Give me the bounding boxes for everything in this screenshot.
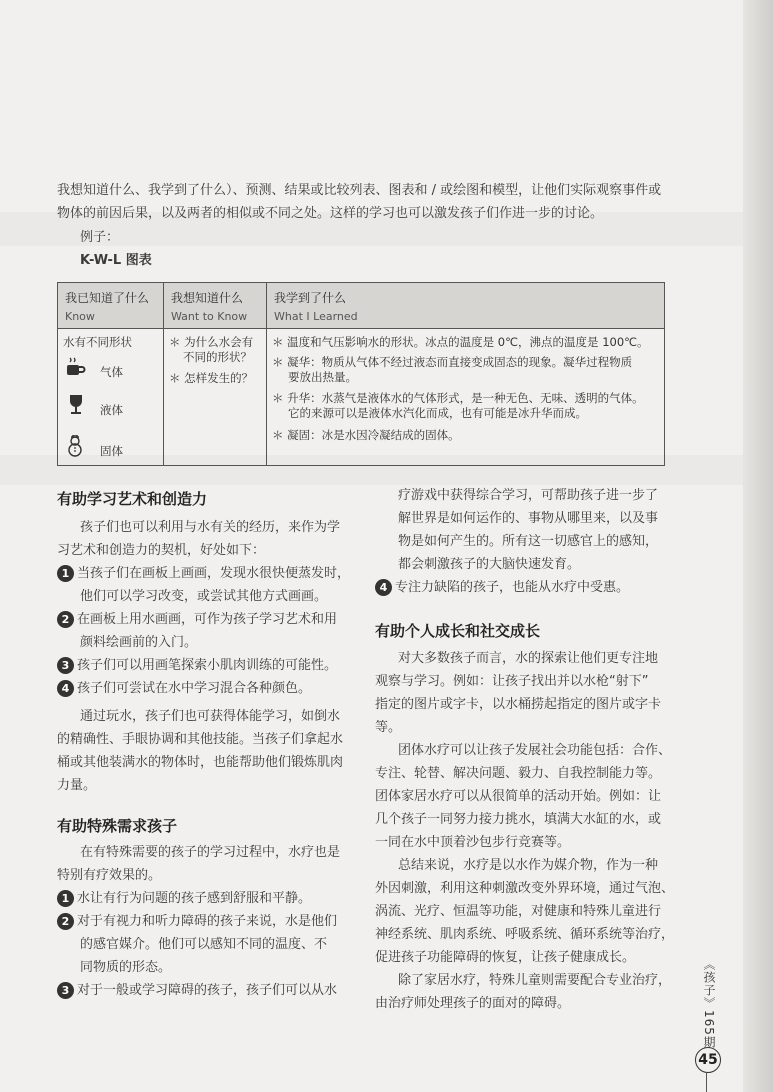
paragraph-line: 一同在水中顶着沙包步行竞赛等。 xyxy=(375,835,571,850)
intro-line-2: 物体的前因后果，以及两者的相似或不同之处。这样的学习也可以激发孩子们作进一步的讨论。 xyxy=(57,206,604,221)
column-divider xyxy=(163,283,164,465)
paragraph-line: 通过玩水，孩子们也可获得体能学习，如倒水 xyxy=(80,709,341,724)
list-item: 1 水让有行为问题的孩子感到舒服和平静。 xyxy=(57,888,311,910)
paragraph-line: 疗游戏中获得综合学习，可帮助孩子进一步了 xyxy=(398,488,659,503)
list-item: 4 孩子们可尝试在水中学习混合各种颜色。 xyxy=(57,678,311,700)
learned-line-2: ＊ 凝华：物质从气体不经过液态而直接变成固态的现象。凝华过程物质 xyxy=(272,355,633,369)
header-know-zh: 我已知道了什么 xyxy=(65,291,150,305)
header-learned-zh: 我学到了什么 xyxy=(274,291,347,305)
paragraph-line: 涡流、光疗、恒温等功能，对健康和特殊儿童进行 xyxy=(375,904,662,919)
paragraph-line: 外因刺激，利用这种刺激改变外界环境，通过气泡、 xyxy=(375,881,675,896)
list-item-continuation: 同物质的形态。 xyxy=(80,960,172,975)
paragraph-line: 等。 xyxy=(375,720,402,735)
learned-line-5: 它的来源可以是液体水汽化而成，也有可能是冰升华而成。 xyxy=(288,406,587,420)
snowman-icon xyxy=(64,435,86,457)
section-heading-art: 有助学习艺术和创造力 xyxy=(57,490,208,508)
paragraph-line: 在有特殊需要的孩子的学习过程中，水疗也是 xyxy=(80,845,341,860)
paragraph-line: 除了家居水疗，特殊儿童则需要配合专业治疗， xyxy=(398,973,672,988)
section-heading-personal-growth: 有助个人成长和社交成长 xyxy=(375,622,541,640)
example-label: 例子： xyxy=(80,230,120,245)
want-line-2: 不同的形状？ xyxy=(183,350,252,364)
number-badge: 3 xyxy=(57,982,74,999)
know-title: 水有不同形状 xyxy=(63,335,132,349)
want-line-1: ＊ 为什么水会有 xyxy=(169,335,254,349)
list-item-continuation: 的感官媒介。他们可以感知不同的温度、不 xyxy=(80,937,328,952)
list-item: 4 专注力缺陷的孩子，也能从水疗中受惠。 xyxy=(375,577,629,599)
header-want-en: Want to Know xyxy=(171,310,248,323)
list-item-continuation: 颜料绘画前的入门。 xyxy=(80,635,198,650)
header-want-zh: 我想知道什么 xyxy=(171,291,244,305)
number-badge: 3 xyxy=(57,657,74,674)
paragraph-line: 几个孩子一同努力接力挑水，填满大水缸的水，或 xyxy=(375,812,662,827)
paragraph-line: 由治疗师处理孩子的面对的障碍。 xyxy=(375,996,571,1011)
list-item: 2 在画板上用水画画，可作为孩子学习艺术和用 xyxy=(57,609,337,631)
learned-line-6: ＊ 凝固：冰是水因冷凝结成的固体。 xyxy=(272,428,460,442)
paragraph-line: 团体水疗可以让孩子发展社会功能包括：合作、 xyxy=(398,743,672,758)
intro-line-1: 我想知道什么、我学到了什么）、预测、结果或比较列表、图表和 / 或绘图和模型，让他们实际观察事件或 xyxy=(57,183,662,198)
column-divider xyxy=(266,283,267,465)
paragraph-line: 特别有疗效果的。 xyxy=(57,868,162,883)
paragraph-line: 孩子们也可以利用与水有关的经历，来作为学 xyxy=(80,520,341,535)
number-badge: 4 xyxy=(375,579,392,596)
header-learned-en: What I Learned xyxy=(274,310,358,323)
chart-title: K-W-L 图表 xyxy=(80,253,152,268)
number-badge: 1 xyxy=(57,890,74,907)
number-badge: 2 xyxy=(57,611,74,628)
list-item: 1 当孩子们在画板上画画，发现水很快便蒸发时， xyxy=(57,563,350,585)
paragraph-line: 总结来说，水疗是以水作为媒介物，作为一种 xyxy=(398,858,659,873)
paragraph-line: 桶或其他装满水的物体时，也能帮助他们锻炼肌肉 xyxy=(57,755,344,770)
paragraph-line: 力量。 xyxy=(57,778,97,793)
want-line-3: ＊ 怎样发生的？ xyxy=(169,371,254,385)
page-number-rule xyxy=(706,1072,707,1092)
paragraph-line: 习艺术和创造力的契机，好处如下： xyxy=(57,543,266,558)
header-know-en: Know xyxy=(65,310,95,323)
wine-glass-icon xyxy=(65,393,87,415)
paragraph-line: 的精确性、手眼协调和其他技能。当孩子们拿起水 xyxy=(57,732,344,747)
page-number: 45 xyxy=(695,1047,721,1073)
number-badge: 2 xyxy=(57,913,74,930)
steaming-cup-icon xyxy=(64,356,86,378)
list-item: 3 孩子们可以用画笔探索小肌肉训练的可能性。 xyxy=(57,655,337,677)
kwl-table xyxy=(57,282,665,466)
learned-line-4: ＊ 升华：水蒸气是液体水的气体形式，是一种无色、无味、透明的气体。 xyxy=(272,391,644,405)
paragraph-line: 物是如何产生的。所有这一切感官上的感知， xyxy=(398,534,659,549)
state-solid: 固体 xyxy=(100,444,123,458)
page-binding-shadow xyxy=(743,0,773,1092)
list-item-continuation: 他们可以学习改变，或尝试其他方式画画。 xyxy=(80,589,328,604)
paragraph-line: 对大多数孩子而言，水的探索让他们更专注地 xyxy=(398,651,659,666)
paragraph-line: 解世界是如何运作的、事物从哪里来，以及事 xyxy=(398,511,659,526)
paragraph-line: 观察与学习。例如：让孩子找出并以水枪“射下” xyxy=(375,674,649,689)
paragraph-line: 指定的图片或字卡，以水桶捞起指定的图片或字卡 xyxy=(375,697,662,712)
number-badge: 1 xyxy=(57,565,74,582)
paragraph-line: 神经系统、肌肉系统、呼吸系统、循环系统等治疗， xyxy=(375,927,675,942)
paragraph-line: 都会刺激孩子的大脑快速发育。 xyxy=(398,557,581,572)
list-item: 2 对于有视力和听力障碍的孩子来说，水是他们 xyxy=(57,911,337,933)
number-badge: 4 xyxy=(57,680,74,697)
state-gas: 气体 xyxy=(100,365,123,379)
paragraph-line: 团体家居水疗可以从很简单的活动开始。例如：让 xyxy=(375,789,662,804)
section-heading-special-needs: 有助特殊需求孩子 xyxy=(57,817,178,835)
learned-line-3: 要放出热量。 xyxy=(288,370,357,384)
magazine-issue-label: 《孩子》165期 xyxy=(702,958,716,1049)
paragraph-line: 促进孩子功能障碍的恢复，让孩子健康成长。 xyxy=(375,950,636,965)
paragraph-line: 专注、轮替、解决问题、毅力、自我控制能力等。 xyxy=(375,766,662,781)
list-item: 3 对于一般或学习障碍的孩子，孩子们可以从水 xyxy=(57,980,337,1002)
learned-line-1: ＊ 温度和气压影响水的形状。冰点的温度是 0℃，沸点的温度是 100℃。 xyxy=(272,335,649,349)
state-liquid: 液体 xyxy=(100,403,123,417)
